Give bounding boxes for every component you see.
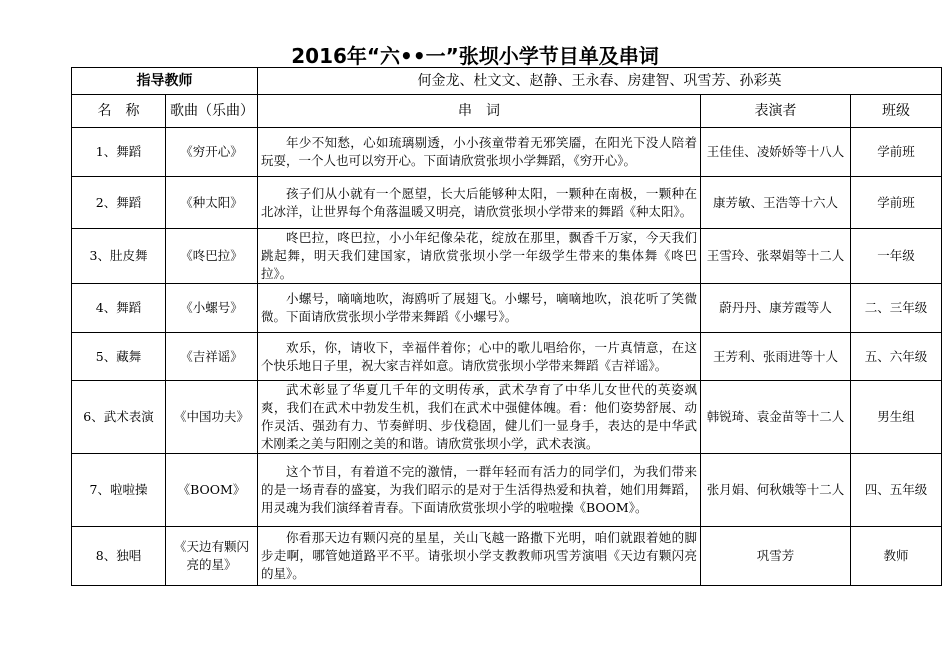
document-title: 2016年“六••一”张坝小学节目单及串词: [291, 44, 659, 68]
program-song: 《天边有颗闪亮的星》: [166, 527, 258, 586]
program-performers: 王佳佳、凌娇娇等十八人: [701, 128, 851, 177]
program-grade: 五、六年级: [851, 333, 942, 381]
program-row: [72, 229, 942, 284]
program-grade: 一年级: [851, 229, 942, 284]
program-row: [72, 333, 942, 381]
header-song: 歌曲（乐曲）: [166, 95, 258, 128]
program-name: 1、舞蹈: [72, 128, 166, 177]
program-words: 这个节目，有着道不完的激情，一群年轻而有活力的同学们，为我们带来的是一场青春的盛宴，为我们昭示的是对于生活得热爱和执着，她们用舞蹈，用灵魂为我们演绎着青春。下面请欣赏张坝小学的啦啦操《BOOM》。: [258, 454, 701, 527]
program-song: 《种太阳》: [166, 177, 258, 229]
program-song: 《BOOM》: [166, 454, 258, 527]
program-performers: 王雪玲、张翠娟等十二人: [701, 229, 851, 284]
program-name: 7、啦啦操: [72, 454, 166, 527]
program-words: 咚巴拉，咚巴拉，小小年纪像朵花，绽放在那里，飘香千万家，今天我们跳起舞，明天我们建国家，请欣赏张坝小学一年级学生带来的集体舞《咚巴拉》。: [258, 229, 701, 284]
program-song: 《小螺号》: [166, 284, 258, 333]
program-name: 6、武术表演: [72, 381, 166, 454]
header-performers: 表演者: [701, 95, 851, 128]
header-name: 名 称: [72, 95, 166, 128]
program-name: 2、舞蹈: [72, 177, 166, 229]
program-performers: 康芳敏、王浩等十六人: [701, 177, 851, 229]
header-words: 串 词: [258, 95, 701, 128]
program-words: 你看那天边有颗闪亮的星星，关山飞越一路撒下光明，咱们就跟着她的脚步走啊，哪管她道路平不平。请张坝小学支教教师巩雪芳演唱《天边有颗闪亮的星》。: [258, 527, 701, 586]
program-grade: 二、三年级: [851, 284, 942, 333]
teacher-label: 指导教师: [72, 68, 258, 95]
program-grade: 四、五年级: [851, 454, 942, 527]
program-table: [71, 67, 942, 586]
program-song: 《中国功夫》: [166, 381, 258, 454]
program-row: [72, 454, 942, 527]
program-row: [72, 128, 942, 177]
program-performers: 韩锐琦、袁金苗等十二人: [701, 381, 851, 454]
program-row: [72, 527, 942, 586]
program-name: 3、肚皮舞: [72, 229, 166, 284]
teacher-row: [72, 68, 942, 95]
program-words: 武术彰显了华夏几千年的文明传承，武术孕育了中华儿女世代的英姿飒爽，我们在武术中勃发生机，我们在武术中强健体魄。看：他们姿势舒展、动作灵活、强劲有力、节奏鲜明、步伐稳固，健儿们一显身手，表达的是中华武术刚柔之美与阳刚之美的和谐。请欣赏张坝小学，武术表演。: [258, 381, 701, 454]
header-grade: 班级: [851, 95, 942, 128]
program-name: 4、舞蹈: [72, 284, 166, 333]
program-performers: 张月娟、何秋娥等十二人: [701, 454, 851, 527]
program-performers: 王芳利、张雨进等十人: [701, 333, 851, 381]
program-name: 5、藏舞: [72, 333, 166, 381]
program-performers: 蔚丹丹、康芳霞等人: [701, 284, 851, 333]
program-song: 《咚巴拉》: [166, 229, 258, 284]
program-words: 年少不知愁，心如琉璃剔透，小小孩童带着无邪笑靥，在阳光下没人陪着玩耍，一个人也可以穷开心。下面请欣赏张坝小学舞蹈，《穷开心》。: [258, 128, 701, 177]
program-row: [72, 381, 942, 454]
program-performers: 巩雪芳: [701, 527, 851, 586]
program-grade: 男生组: [851, 381, 942, 454]
program-name: 8、独唱: [72, 527, 166, 586]
program-words: 小螺号，嘀嘀地吹，海鸥听了展翅飞。小螺号，嘀嘀地吹，浪花听了笑微微。下面请欣赏张坝小学带来舞蹈《小螺号》。: [258, 284, 701, 333]
header-row: [72, 95, 942, 128]
program-grade: 学前班: [851, 177, 942, 229]
program-words: 孩子们从小就有一个愿望，长大后能够种太阳，一颗种在南极，一颗种在北冰洋，让世界每个角落温暖又明亮，请欣赏张坝小学带来的舞蹈《种太阳》。: [258, 177, 701, 229]
program-grade: 教师: [851, 527, 942, 586]
program-grade: 学前班: [851, 128, 942, 177]
program-song: 《吉祥谣》: [166, 333, 258, 381]
teacher-names: 何金龙、杜文文、赵静、王永春、房建智、巩雪芳、孙彩英: [258, 68, 942, 95]
program-row: [72, 177, 942, 229]
program-row: [72, 284, 942, 333]
program-words: 欢乐，你，请收下，幸福伴着你；心中的歌儿唱给你，一片真情意，在这个快乐地日子里，祝大家吉祥如意。请欣赏张坝小学带来舞蹈《吉祥谣》。: [258, 333, 701, 381]
program-song: 《穷开心》: [166, 128, 258, 177]
